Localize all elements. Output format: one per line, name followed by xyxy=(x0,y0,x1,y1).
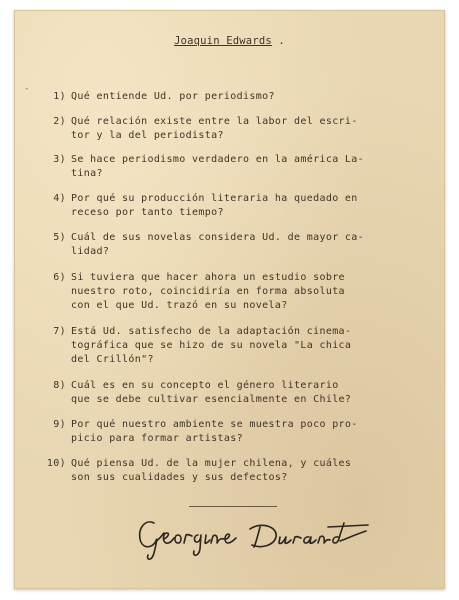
question-number: 8) xyxy=(53,380,66,391)
question-6 xyxy=(44,271,434,313)
question-1 xyxy=(44,90,434,104)
question-text: Se hace periodismo verdadero en la américa La- tina? xyxy=(71,154,365,179)
document-title xyxy=(14,35,445,47)
signature-image xyxy=(132,505,372,565)
question-10 xyxy=(44,457,434,485)
question-9 xyxy=(44,418,434,446)
question-text: Cuál es en su concepto el género literario que se debe cultivar esencialmente en Chile? xyxy=(71,380,352,405)
question-number: 4) xyxy=(53,193,66,204)
question-text: Está Ud. satisfecho de la adaptación cinema- tográfica que se hizo de su novela "La chica del Crillón"? xyxy=(71,326,352,365)
question-text: Cuál de sus novelas considera Ud. de mayor ca- lidad? xyxy=(71,232,365,257)
question-3 xyxy=(44,153,434,181)
question-2 xyxy=(44,115,434,143)
question-text: Qué relación existe entre la labor del escri- tor y la del periodista? xyxy=(71,116,358,141)
question-4 xyxy=(44,192,434,220)
question-8 xyxy=(44,379,434,407)
question-text: Qué entiende Ud. por periodismo? xyxy=(71,91,275,102)
title-suffix: . xyxy=(271,35,285,47)
question-text: Por qué nuestro ambiente se muestra poco pro- picio para formar artistas? xyxy=(71,419,358,444)
question-number: 10) xyxy=(46,458,66,469)
question-number: 6) xyxy=(53,272,66,283)
question-number: 1) xyxy=(53,91,66,102)
question-7 xyxy=(44,325,434,367)
title-text: Joaquin Edwards xyxy=(174,35,272,47)
question-number: 7) xyxy=(53,326,66,337)
margin-mark: - xyxy=(24,84,30,94)
question-text: Por qué su producción literaria ha quedado en receso por tanto tiempo? xyxy=(71,193,358,218)
question-number: 5) xyxy=(53,232,66,243)
question-number: 9) xyxy=(53,419,66,430)
question-number: 3) xyxy=(53,154,66,165)
question-text: Si tuviera que hacer ahora un estudio sobre nuestro roto, coincidiría en forma absoluta con el que Ud. trazó en su novela? xyxy=(71,272,345,311)
document-page xyxy=(14,10,445,589)
question-text: Qué piensa Ud. de la mujer chilena, y cuáles son sus cualidades y sus defectos? xyxy=(71,458,352,483)
question-list xyxy=(44,80,434,485)
question-number: 2) xyxy=(53,116,66,127)
question-5 xyxy=(44,231,434,259)
